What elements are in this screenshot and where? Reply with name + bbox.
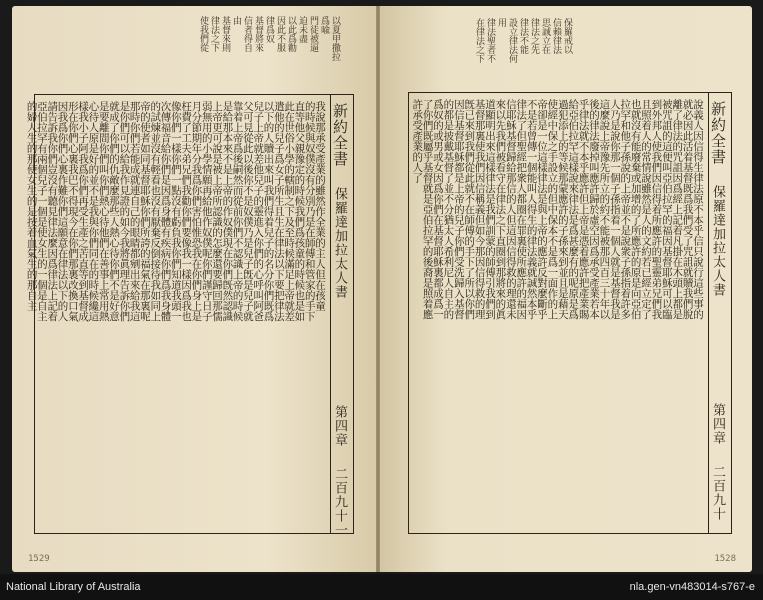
text-column: 的試煉並沒有輕看也沒有厭棄反倒接待我如同上	[149, 101, 162, 322]
text-column: 兒子上帝就差他兒子的靈進入你們的心呼叫阿爸	[252, 101, 265, 322]
text-column: 以下的人贖出來叫我們得着兒子的名分你們既爲	[262, 101, 275, 322]
text-column: 像你們一樣你們一點沒有虧負我你們知道我頭一	[169, 101, 182, 322]
margin-note: 因此不服	[275, 16, 285, 52]
text-column: 因我爲你們心裏作難你們這願意在律法以下的人	[56, 101, 69, 322]
text-column: 來以先我們被看守在律法之下直圈到那將來的眞	[494, 99, 507, 320]
margin-note: 以夏甲撒拉	[330, 16, 340, 61]
margin-note: 在律法之下	[474, 18, 484, 63]
margin-note: 思誠立在	[540, 18, 550, 54]
text-column: 帝的使者如同基督耶穌你們所誇的福氣在那裏呢	[138, 101, 151, 322]
book-series-title: 新約全書	[331, 103, 349, 167]
book-title: 保羅達加拉太人書	[332, 187, 347, 299]
margin-note: 使我們從	[198, 16, 208, 52]
margin-note: 以此爲勸	[286, 16, 296, 52]
page-number: 二百九十一	[332, 467, 347, 537]
chapter-label: 第四章	[710, 403, 725, 445]
text-column: 說義人因信得生律法原不本乎信只說行這些事的	[692, 99, 704, 320]
text-column: 直等他父親豫定的時候我們爲孩童的時候也是如	[293, 101, 306, 322]
margin-note: 律法之先	[529, 18, 539, 54]
text-column: 就成了你們的仇敵麼那些人熱心待你們不是好意	[108, 101, 120, 322]
margin-note: 律法不能	[518, 18, 528, 54]
margin-note: 爲喩	[319, 16, 329, 34]
text-column: 使經中保之手設立的但中保本不是爲一面作的上	[546, 99, 559, 320]
text-column: 是給那本來不是上帝的作奴僕現在你們旣然認識	[221, 101, 234, 322]
text-column: 到外邦人使我們因信得着所應許的聖靈弟兄們我	[650, 99, 663, 320]
book-title: 保羅達加拉太人書	[710, 185, 725, 297]
text-column: 此在世俗小學的轄制之下及至時候滿足上帝就差	[283, 101, 296, 322]
text-column: 上帝更可說是被上帝所認識的怎麼還要歸回那懦	[211, 101, 223, 322]
footer-bar	[0, 574, 763, 600]
text-column: 許承受產業的人了	[411, 99, 424, 183]
text-column: 亞伯拉罕有兩個兒子一個是使女生的一個是自主	[35, 101, 48, 322]
margin-note: 基督將來	[253, 16, 263, 52]
page-stamp: 1528	[714, 554, 736, 564]
margin-note: 信賴律法	[551, 18, 561, 54]
text-column: 樣我小子阿我爲你們再受生產之苦直等到基督成	[77, 101, 90, 322]
text-column: 且照着人的常情說雖然是人的文約若已經立定了	[640, 99, 652, 320]
text-column: 律法了但聖經把衆人都圈在罪裏使所應許的福因	[515, 99, 528, 320]
right-page	[380, 6, 752, 572]
text-column: 旣已來到我們從此就不在師傅的手下了所以你們	[463, 99, 476, 320]
text-column: 次傳福音給你們是因爲身體有疾病你們爲我身體	[159, 101, 172, 322]
page-stamp: 1529	[28, 554, 50, 564]
left-text-frame	[25, 94, 354, 537]
margin-note: 律法聖者不	[485, 18, 495, 63]
text-column: 因信基督耶穌都是上帝的兒子你們受洗歸入基督	[452, 99, 465, 320]
text-column: 的時候與奴僕沒有分別乃是在師傅和管家的手下	[303, 101, 316, 322]
text-column: 是要離間你們叫你們熱心待他們在善事上常用熱	[97, 101, 110, 322]
text-column: 請告訴我你們豈沒有聽見律法麼因爲律法上記着	[46, 101, 59, 322]
text-column: 那時你們若能成就連自己的眼睛都剜出來給我這	[128, 101, 141, 322]
text-column: 就必因此活着基督既爲我們受了咒詛就贖我們脫	[681, 99, 694, 320]
text-column: 月分節期年分我爲你們害怕惟恐我在你們身上是	[190, 101, 203, 322]
text-column: 的都是披戴基督了並不分猶太人希利尼人自主的	[442, 99, 455, 320]
margin-note: 律爲奴	[264, 16, 274, 43]
text-column: 弱無用的小學情願再給他作奴僕呢你們謹守日子	[200, 101, 213, 322]
text-column: 父可見從此以後你不是奴僕乃是兒子旣是兒子就	[241, 101, 254, 322]
text-column: 拉罕和他子孫說的上帝並不是說衆子孫指着許多	[619, 99, 632, 320]
text-column: 靠着上帝爲後嗣然而從前你們不認識上帝的時候	[231, 101, 244, 322]
text-column: 心待人原是好的並不是我與你們同在的時候纔這	[87, 101, 100, 322]
text-column: 人乃是說你那一個子孫指着一個人就是基督我是	[608, 99, 621, 320]
margin-note: 律法之下	[209, 16, 219, 52]
text-column: 過犯添上的等候那蒙應許的子孫來到並且是藉天	[556, 99, 569, 320]
text-column: 我說那承受產業的雖然作全業的主人但在孩童	[314, 101, 326, 311]
text-column: 爲奴的或男或女因爲你們在基督耶穌裏都成爲一	[432, 99, 444, 320]
text-column: 後的律法廢掉叫應許歸於虛空因爲承受產業若本	[588, 99, 600, 320]
margin-note: 門徒被逼	[308, 16, 318, 52]
margin-note: 保羅戒以	[562, 18, 572, 54]
text-column: 也就沒有能廢棄或加增的了所應許的原是向亞伯	[629, 99, 642, 320]
text-column: 離了律法的咒詛因爲經上記着凡掛在木頭上都是	[671, 99, 684, 320]
text-column: 枉費了工夫弟兄們我勸你們要像我一樣因爲我也	[180, 101, 193, 322]
text-column: 形在你們心裏我巴不得現今在你們那裏改換口氣	[66, 101, 79, 322]
margin-note: 由	[231, 16, 241, 25]
text-column: 這麼說上帝豫先所立的約不能被那四百三十年以	[598, 99, 611, 320]
margin-note: 信者得自	[242, 16, 252, 52]
text-column: 遣他的兒子爲女子所生且生在律法以下要把律法	[272, 101, 285, 322]
footer-credit: National Library of Australia	[6, 581, 141, 593]
footer-identifier: nla.gen-vn483014-s767-e	[629, 581, 755, 593]
text-column: 了你們既屬乎基督就是亞伯拉罕的後裔是照着應	[421, 99, 434, 320]
text-column: 道顯明出來這樣律法是我們訓蒙的師傅引我們到	[484, 99, 496, 320]
book-series-title: 新約全書	[709, 101, 727, 165]
text-column: 不是若曾傳一個能叫人得生的律法義就誠然本乎	[525, 99, 538, 320]
text-column: 被咒詛的這便叫亞伯拉罕的福因基督耶穌可以臨	[660, 99, 673, 320]
right-text-frame	[408, 92, 732, 534]
text-column: 基督那裏使我們因信稱義但如今那因信得救的理	[473, 99, 486, 320]
margin-note: 用	[496, 18, 506, 27]
text-column: 信耶穌基督歸給那信的人但這因信得救的理還未	[504, 99, 517, 320]
text-column: 給亞伯拉罕這樣說來律法是爲甚麼有的呢原是爲	[567, 99, 580, 320]
margin-note: 迫未盡	[297, 16, 307, 43]
margin-note: 設立律法何	[507, 18, 517, 63]
margin-note: 基督來則	[220, 16, 230, 52]
text-column: 是你們可以給我作見證的如今我將眞理告訴你們	[118, 101, 131, 322]
chapter-label: 第四章	[332, 405, 347, 447]
text-column: 乎律法就不本乎應許但上帝是憑着應許把產業賜	[577, 99, 590, 320]
text-column: 帝卻是一位這樣律法是與上帝的應許反對麼斷乎	[536, 99, 548, 320]
left-page	[12, 6, 376, 572]
text-column: 的婦人生的那使女生的是按着血氣生的那自主	[25, 101, 38, 311]
page-number: 二百九十	[710, 465, 725, 521]
